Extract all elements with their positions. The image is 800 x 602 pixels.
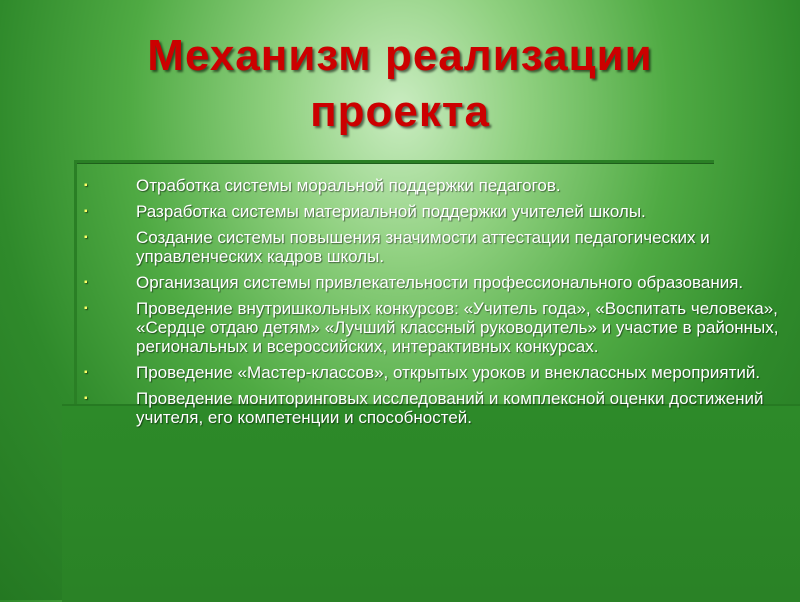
bullet-icon: ▪: [84, 180, 88, 191]
bullet-icon: ▪: [84, 206, 88, 217]
bullet-list: [80, 176, 780, 427]
list-item-text: Разработка системы материальной поддержки учителей школы.: [136, 202, 646, 221]
list-item-text: Проведение мониторинговых исследований и комплексной оценки достижений учителя, его компетенции и способностей.: [136, 389, 764, 427]
slide-title-line-2: проекта: [310, 87, 490, 136]
slide-title-line-1: Механизм реализации: [147, 31, 653, 80]
list-item-text: Проведение «Мастер-классов», открытых уроков и внеклассных мероприятий.: [136, 363, 761, 382]
bullet-icon: ▪: [84, 367, 88, 378]
list-item-text: Отработка системы моральной поддержки педагогов.: [136, 176, 561, 195]
list-item-text: Организация системы привлекательности профессионального образования.: [136, 273, 744, 292]
list-item: [80, 389, 780, 427]
list-item: [80, 363, 780, 382]
bullet-icon: ▪: [84, 303, 88, 314]
lower-panel: [62, 404, 800, 602]
list-item-text: Проведение внутришкольных конкурсов: «Учитель года», «Воспитать человека», «Сердце отдаю детям» «Лучший классный руководитель» и участие в районных, региональных и всероссийских, интерактивных конкурсах.: [136, 299, 779, 356]
list-item: [80, 228, 780, 266]
list-item: [80, 299, 780, 356]
vertical-divider: [74, 160, 77, 405]
list-item: [80, 202, 780, 221]
bullet-icon: ▪: [84, 277, 88, 288]
horizontal-divider: [74, 160, 714, 163]
bullet-icon: ▪: [84, 393, 88, 404]
list-item: [80, 176, 780, 195]
bullet-icon: ▪: [84, 232, 88, 243]
list-item-text: Создание системы повышения значимости аттестации педагогических и управленческих кадров школы.: [136, 228, 710, 266]
slide-title: [0, 28, 800, 140]
list-item: [80, 273, 780, 292]
